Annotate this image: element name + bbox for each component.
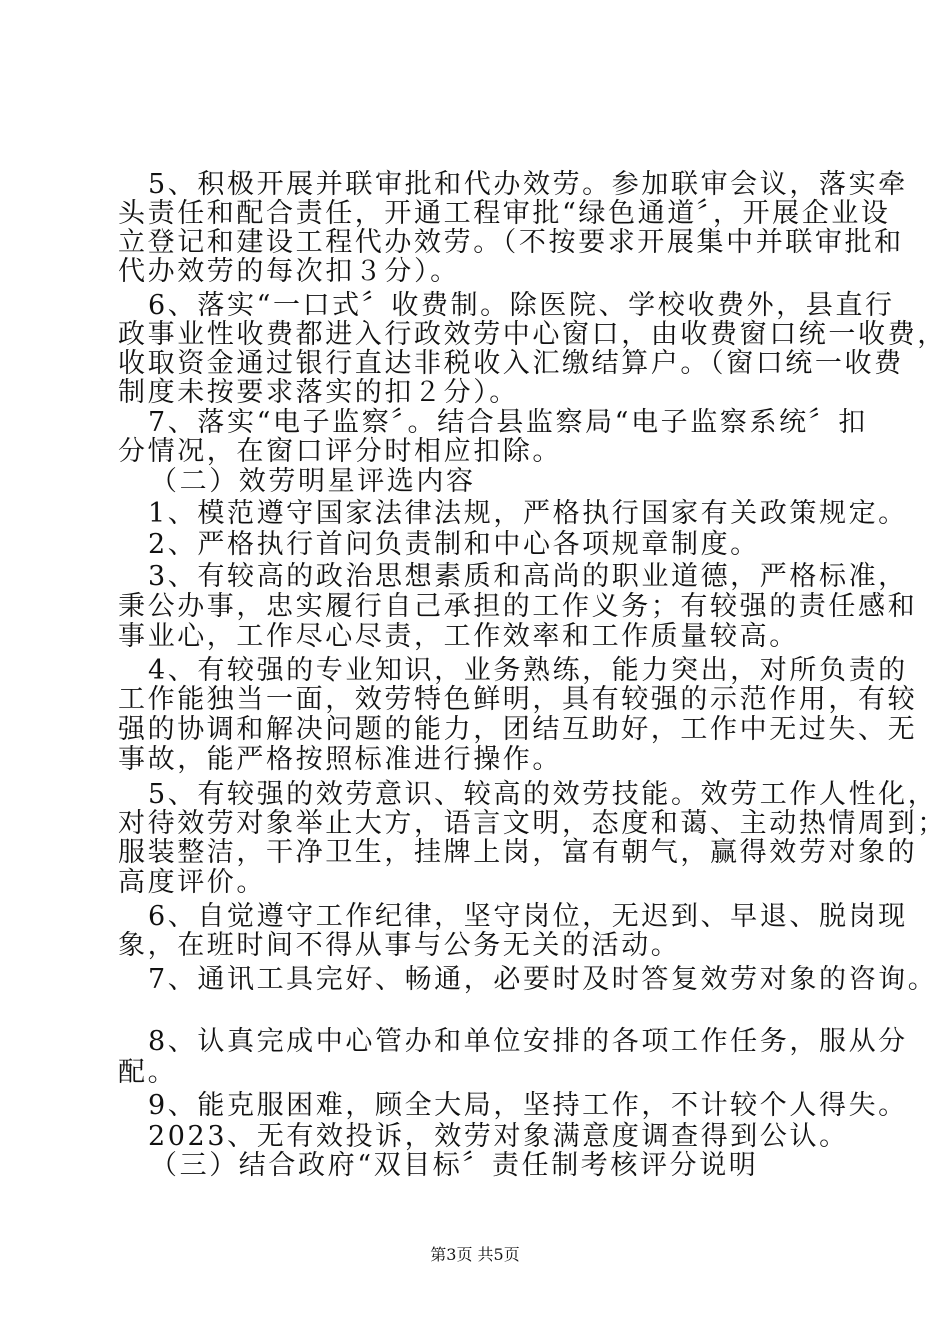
text-line: 立登记和建设工程代办效劳。（不按要求开展集中并联审批和 xyxy=(118,227,904,258)
text-line: 配。 xyxy=(118,1057,178,1088)
text-line: 3、有较高的政治思想素质和高尚的职业道德，严格标准， xyxy=(148,561,908,592)
text-line: 制度未按要求落实的扣２分）。 xyxy=(118,377,519,408)
text-line: 分情况，在窗口评分时相应扣除。 xyxy=(118,436,562,467)
text-line: 2023、无有效投诉，效劳对象满意度调查得到公认。 xyxy=(148,1121,849,1152)
text-line: 头责任和配合责任，开通工程审批“绿色通道〞，开展企业设 xyxy=(118,198,891,229)
text-line: 秉公办事，忠实履行自己承担的工作义务；有较强的责任感和 xyxy=(118,591,918,622)
text-line: 7、落实“电子监察〞。结合县监察局“电子监察系统〞扣 xyxy=(148,407,868,438)
text-line: 2、严格执行首问负责制和中心各项规章制度。 xyxy=(148,529,760,560)
text-line: 对待效劳对象举止大方，语言文明，态度和蔼、主动热情周到； xyxy=(118,808,947,839)
text-line: 政事业性收费都进入行政效劳中心窗口，由收费窗口统一收费， xyxy=(118,319,947,350)
text-line: 代办效劳的每次扣３分）。 xyxy=(118,256,460,287)
text-line: 工作能独当一面，效劳特色鲜明，具有较强的示范作用，有较 xyxy=(118,684,918,715)
text-line: 6、落实“一口式〞收费制。除医院、学校收费外，县直行 xyxy=(148,290,895,321)
text-line: 高度评价。 xyxy=(118,867,266,898)
text-line: 强的协调和解决问题的能力，团结互助好，工作中无过失、无 xyxy=(118,714,918,745)
text-line: 事故，能严格按照标准进行操作。 xyxy=(118,744,562,775)
text-line: 5、积极开展并联审批和代办效劳。参加联审会议，落实牵 xyxy=(148,169,908,200)
text-line: 5、有较强的效劳意识、较高的效劳技能。效劳工作人性化， xyxy=(148,779,938,810)
page-footer: 第3页 共5页 xyxy=(430,1245,520,1264)
text-line: 6、自觉遵守工作纪律，坚守岗位，无迟到、早退、脱岗现 xyxy=(148,901,908,932)
section-heading: （二）效劳明星评选内容 xyxy=(150,466,476,497)
text-line: 7、通讯工具完好、畅通，必要时及时答复效劳对象的咨询。 xyxy=(148,964,938,995)
text-line: 4、有较强的专业知识，业务熟练，能力突出，对所负责的 xyxy=(148,655,908,686)
text-line: 1、模范遵守国家法律法规，严格执行国家有关政策规定。 xyxy=(148,498,908,529)
text-line: 服装整洁，干净卫生，挂牌上岗，富有朝气，赢得效劳对象的 xyxy=(118,837,918,868)
text-line: 事业心，工作尽心尽责，工作效率和工作质量较高。 xyxy=(118,621,799,652)
text-line: 收取资金通过银行直达非税收入汇缴结算户。（窗口统一收费 xyxy=(118,348,904,379)
text-line: 象，在班时间不得从事与公务无关的活动。 xyxy=(118,930,681,961)
text-line: 8、认真完成中心管办和单位安排的各项工作任务，服从分 xyxy=(148,1026,908,1057)
section-heading: （三）结合政府“双目标〞责任制考核评分说明 xyxy=(150,1150,759,1181)
text-line: 9、能克服困难，顾全大局，坚持工作，不计较个人得失。 xyxy=(148,1090,908,1121)
